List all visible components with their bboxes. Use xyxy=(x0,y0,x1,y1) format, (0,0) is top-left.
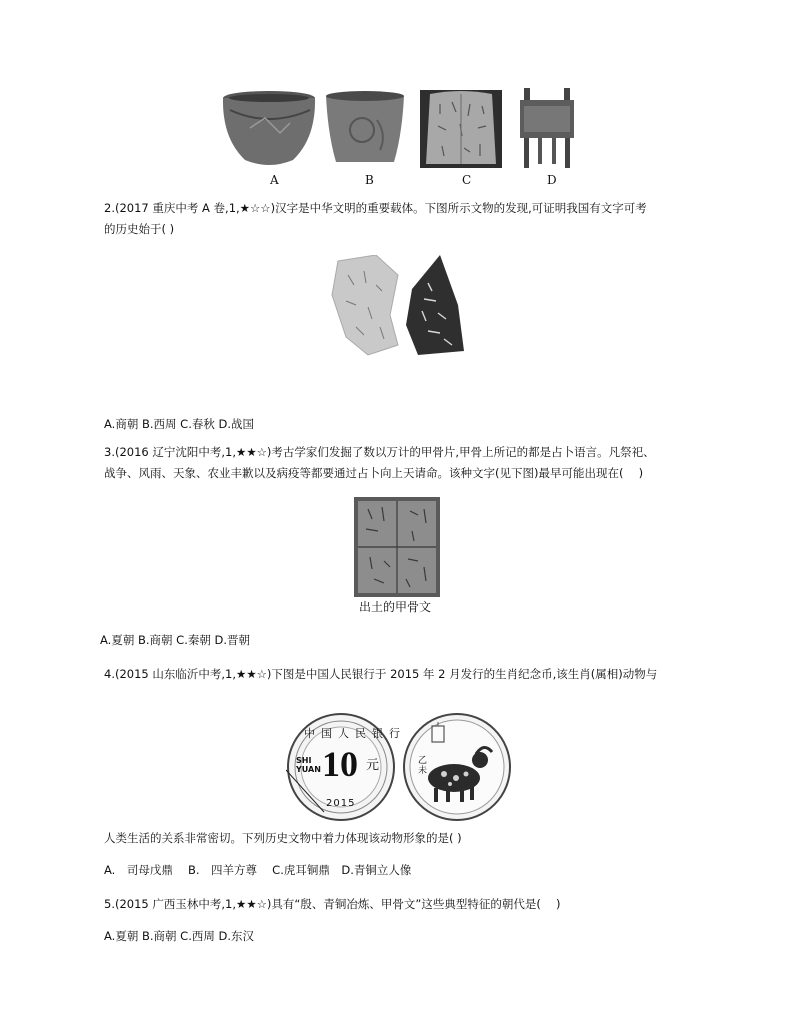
question-5-options: A.夏朝 B.商朝 C.西周 D.东汉 xyxy=(104,929,255,943)
question-2-options: A.商朝 B.西周 C.春秋 D.战国 xyxy=(104,417,255,431)
coin-front-bank-name: 中国人民银行 xyxy=(304,727,406,740)
figure-label-b: B xyxy=(365,173,374,187)
question-4-line-1: 4.(2015 山东临沂中考,1,★★☆)下图是中国人民银行于 2015 年 2 月发行的生肖纪念币,该生肖(属相)动物与 xyxy=(104,667,658,681)
figure-label-a: A xyxy=(270,173,279,187)
coin-front-unit: 元 xyxy=(366,758,380,773)
question-5-line-1: 5.(2015 广西玉林中考,1,★★☆)具有“殷、青铜冶炼、甲骨文”这些典型特征的朝代是( ) xyxy=(104,897,561,911)
question-3-oracle-inscription-image xyxy=(354,497,440,597)
figure-label-c: C xyxy=(462,173,472,187)
question-4-line-2: 人类生活的关系非常密切。下列历史文物中着力体现该动物形象的是( ) xyxy=(104,831,462,845)
artifact-carved-cup-image xyxy=(322,90,408,168)
question-3-line-1: 3.(2016 辽宁沈阳中考,1,★★☆)考古学家们发掘了数以万计的甲骨片,甲骨上所记的都是占卜语言。凡祭祀、 xyxy=(104,445,655,459)
question-3-image-caption: 出土的甲骨文 xyxy=(359,600,432,614)
coin-front-value: 10 xyxy=(322,744,358,784)
coin-front-year: 2015 xyxy=(326,798,356,809)
question-2-oracle-bones-image xyxy=(328,255,466,359)
coin-front-pinyin: SHI YUAN xyxy=(296,756,321,774)
question-3-options: A.夏朝 B.商朝 C.秦朝 D.晋朝 xyxy=(100,633,251,647)
question-2-line-2: 的历史始于( ) xyxy=(104,222,175,236)
coin-back xyxy=(402,712,512,822)
question-2-line-1: 2.(2017 重庆中考 A 卷,1,★☆☆)汉字是中华文明的重要载体。下图所示文物的发现,可证明我国有文字可考 xyxy=(104,201,647,215)
question-4-options: A. 司母戊鼎 B. 四羊方尊 C.虎耳铜鼎 D.青铜立人像 xyxy=(104,863,412,877)
coin-back-year-text: 乙未 xyxy=(418,756,428,776)
figure-label-d: D xyxy=(547,173,557,187)
artifact-pottery-bowl-image xyxy=(220,88,318,168)
question-3-line-2: 战争、风雨、天象、农业丰歉以及病疫等都要通过占卜向上天请命。该种文字(见下图)最早可能出现在( ) xyxy=(104,466,644,480)
coin-front xyxy=(286,712,406,822)
artifact-bronze-ding-image xyxy=(516,88,578,170)
figure-artifacts-row xyxy=(220,88,580,188)
artifact-oracle-bone-image xyxy=(420,90,502,168)
